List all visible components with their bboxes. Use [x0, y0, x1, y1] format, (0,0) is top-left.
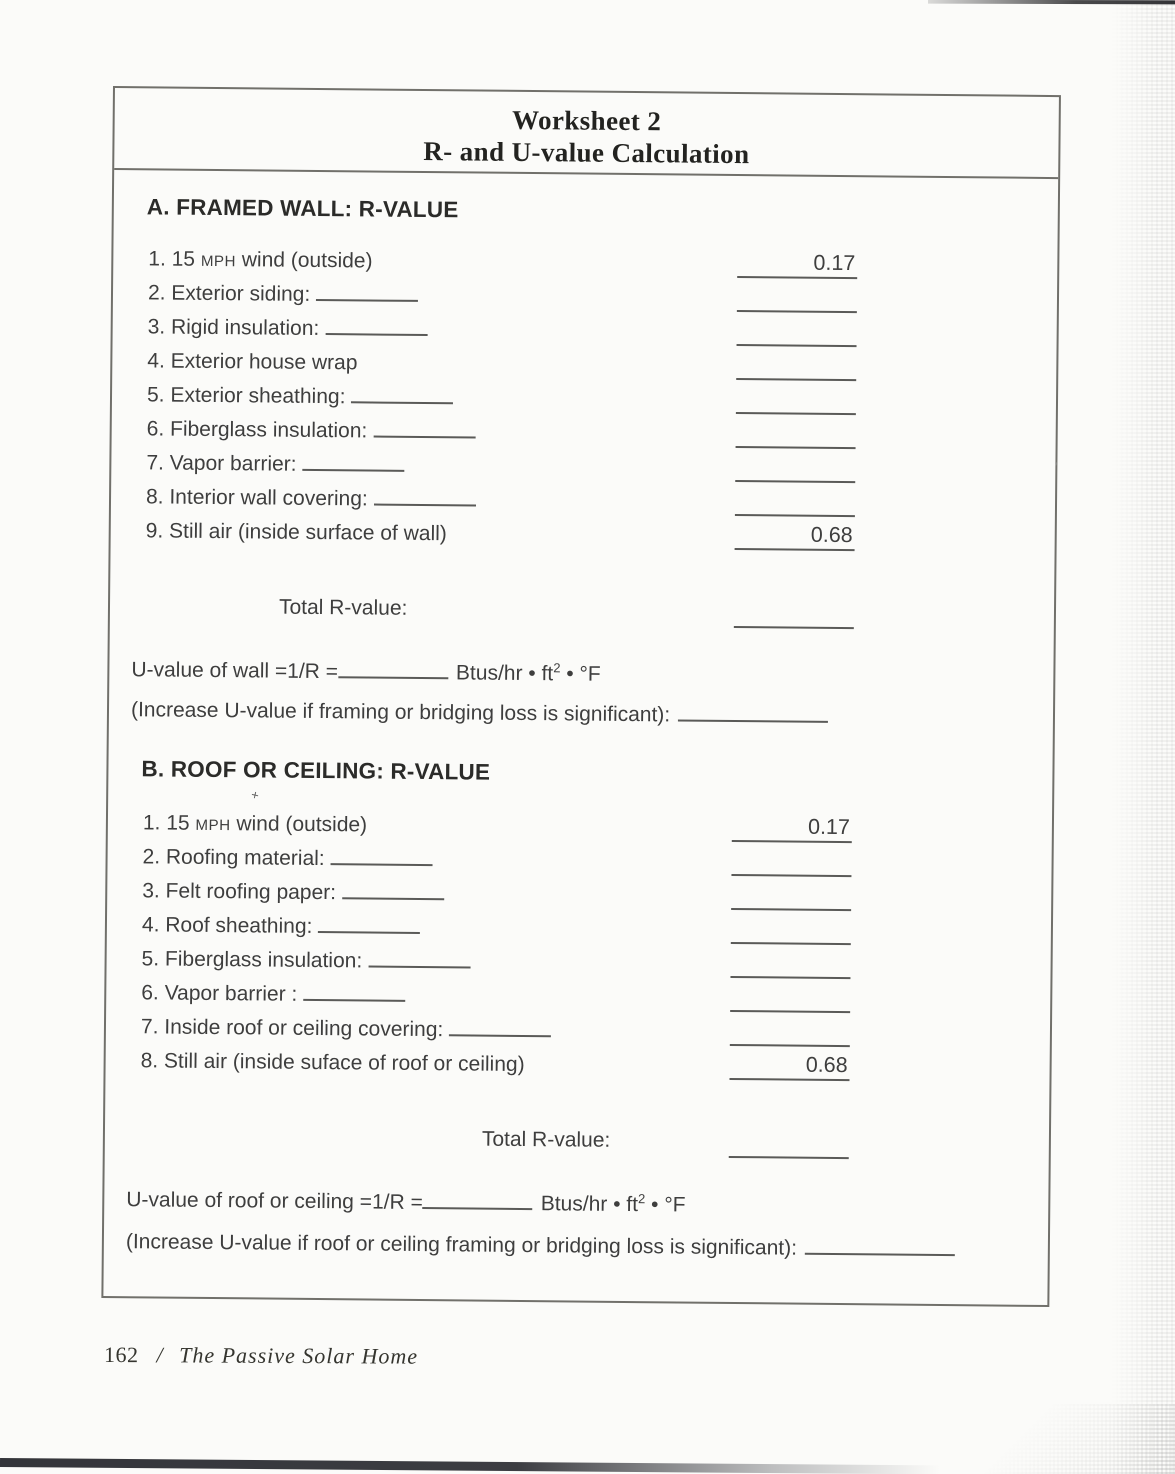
item-label: 3. Felt roofing paper:: [142, 879, 444, 906]
item-label: 6. Vapor barrier :: [141, 981, 405, 1008]
section-a-items: [111, 244, 1058, 559]
fill-in-blank-inline: [342, 885, 444, 900]
fill-in-blank-inline: [373, 424, 475, 439]
item-value-line: [732, 814, 852, 843]
scan-corner-noise: [965, 1404, 1175, 1474]
item-value-line: [730, 984, 850, 1013]
u-value-label: U-value of wall =1/R =: [131, 658, 339, 684]
scan-top-edge-shadow: [928, 0, 1175, 4]
section-b-title: B. ROOF OR CEILING: R-VALUE: [141, 756, 491, 785]
total-r-value-label: Total R-value:: [481, 1127, 611, 1152]
item-value-line: [737, 284, 857, 313]
item-label: 8. Still air (inside suface of roof or ceiling): [140, 1049, 525, 1076]
fill-in-blank-inline: [316, 287, 418, 302]
section-a-total-row: [110, 590, 1054, 637]
fill-in-blank-u-value: [338, 664, 448, 679]
section-b-u-value-row: [126, 1186, 685, 1217]
section-a-u-value-row: [131, 656, 601, 687]
item-value-line: [731, 882, 851, 911]
section-a-title: A. FRAMED WALL: R-VALUE: [146, 194, 459, 223]
item-value-line: [735, 454, 855, 483]
fill-in-blank-inline: [374, 492, 476, 507]
fill-in-blank-inline: [318, 919, 420, 934]
item-label: 6. Fiberglass insulation:: [147, 417, 476, 444]
worksheet-title-line1: Worksheet 2: [511, 104, 662, 137]
item-value-line: [737, 318, 857, 347]
section-b-total-row: [105, 1120, 1049, 1167]
book-title: The Passive Solar Home: [179, 1342, 419, 1369]
item-label: 7. Inside roof or ceiling covering:: [141, 1015, 552, 1043]
page-footer: [104, 1342, 418, 1370]
item-value-line: [736, 420, 856, 449]
item-label: 3. Rigid insulation:: [148, 315, 428, 342]
total-r-value-line: [729, 1130, 849, 1159]
section-b-items: [105, 808, 1052, 1089]
item-label: 7. Vapor barrier:: [146, 451, 404, 477]
worksheet-title: [114, 88, 1059, 179]
scan-speck: ’: [1054, 459, 1058, 476]
item-value: 0.68: [805, 1052, 848, 1078]
item-label: 5. Fiberglass insulation:: [142, 947, 471, 974]
fill-in-blank-inline: [351, 389, 453, 404]
fill-in-blank-u-value: [423, 1195, 533, 1210]
fill-in-blank-inline: [325, 321, 427, 336]
fill-in-blank-increase: [678, 707, 828, 722]
item-value-line: [736, 352, 856, 381]
footer-separator: /: [156, 1342, 164, 1368]
total-r-value-label: Total R-value:: [278, 595, 408, 620]
item-label: 8. Interior wall covering:: [146, 485, 476, 512]
increase-note-label: (Increase U-value if framing or bridging loss is significant):: [130, 698, 671, 727]
item-value-line: [730, 1018, 850, 1047]
fill-in-blank-inline: [449, 1022, 551, 1037]
worksheet-box: [101, 86, 1061, 1307]
u-value-units: Btus/hr • $ft^2$ • °F: [455, 660, 601, 686]
item-value: 0.68: [810, 522, 853, 548]
u-value-label: U-value of roof or ceiling =1/R =: [126, 1188, 423, 1215]
item-value-line: [735, 488, 855, 517]
item-label: 2. Exterior siding:: [148, 281, 418, 308]
item-label: 2. Roofing material:: [142, 845, 432, 872]
item-label: 1. 15 MPH wind (outside): [148, 247, 373, 273]
fill-in-blank-inline: [331, 851, 433, 866]
section-b-increase-note: [126, 1230, 955, 1262]
fill-in-blank-inline: [303, 457, 405, 472]
page-number: 162: [103, 1342, 139, 1368]
item-label: 5. Exterior sheathing:: [147, 383, 454, 410]
item-label: 1. 15 MPH wind (outside): [142, 811, 368, 837]
increase-note-label: (Increase U-value if roof or ceiling framing or bridging loss is significant):: [125, 1230, 798, 1260]
scan-edge-noise: [1111, 0, 1175, 1474]
item-value-line: [731, 916, 851, 945]
item-value: 0.17: [807, 814, 851, 840]
fill-in-blank-increase: [805, 1241, 955, 1256]
item-label: 4. Exterior house wrap: [147, 349, 358, 375]
item-value-line: [730, 950, 850, 979]
fill-in-blank-inline: [303, 987, 405, 1002]
item-value-line: [729, 1052, 849, 1081]
worksheet-title-line2: R- and U-value Calculation: [423, 135, 750, 169]
scan-artifact-mark: +: [249, 786, 261, 804]
item-value-line: [735, 522, 855, 551]
item-value-line: [736, 386, 856, 415]
u-value-units: Btus/hr • $ft^2$ • °F: [540, 1191, 686, 1217]
scan-bottom-edge-shadow: [0, 1458, 940, 1474]
item-value: 0.17: [813, 250, 856, 276]
item-label: 9. Still air (inside surface of wall): [145, 519, 447, 546]
item-value-line: [731, 848, 851, 877]
section-a-increase-note: [131, 698, 828, 729]
fill-in-blank-inline: [368, 953, 470, 968]
item-label: 4. Roof sheathing:: [142, 913, 421, 940]
item-value-line: [737, 250, 857, 279]
total-r-value-line: [734, 600, 854, 629]
